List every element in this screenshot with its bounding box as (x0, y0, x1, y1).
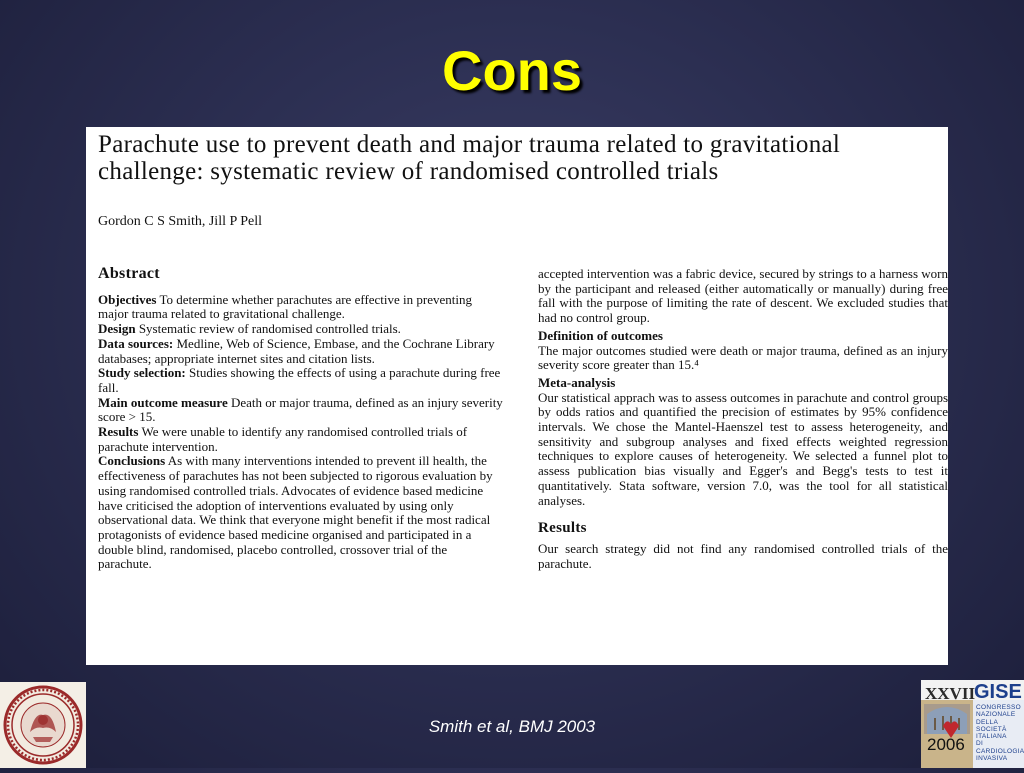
abstract-label: Data sources: (98, 335, 174, 351)
paper-excerpt (86, 127, 948, 665)
abstract-main-outcome (98, 396, 503, 425)
paper-title: Parachute use to prevent death and major trauma related to gravitational challenge: systematic review of randomised controlled trials (98, 131, 841, 185)
abstract-heading: Abstract (98, 265, 160, 282)
abstract-text: Studies showing the effects of using a parachute during free fall. (98, 365, 501, 395)
abstract-text: We were unable to identify any randomised controlled trials of parachute intervention. (98, 424, 468, 454)
gise-congress-logo (921, 680, 1024, 768)
abstract-text: Systematic review of randomised controlled trials. (135, 321, 401, 337)
congress-year: 2006 (927, 735, 965, 754)
abstract-label: Objectives (98, 291, 157, 307)
abstract-results (98, 425, 503, 454)
meta-analysis-heading: Meta-analysis (538, 374, 616, 390)
abstract-design (98, 322, 503, 337)
abstract-label: Results (98, 424, 139, 440)
abstract-data-sources (98, 337, 503, 366)
paper-authors: Gordon C S Smith, Jill P Pell (98, 214, 263, 229)
body-column (538, 267, 948, 571)
abstract-label: Study selection: (98, 365, 186, 381)
methods-intro: accepted intervention was a fabric device, secured by strings to a harness worn by the participant and released (either automatically or manually) during free fall with the purpose of limiting the rate of descent. We excluded studies that had no control group. (538, 266, 948, 326)
gise-subtitle: CONGRESSO NAZIONALE DELLA SOCIETÀ ITALIANA DI CARDIOLOGIA INVASIVA (976, 704, 1024, 763)
abstract-objectives (98, 293, 503, 322)
abstract-text: Death or major trauma, defined as an injury severity score > 15. (98, 394, 503, 425)
abstract-text: To determine whether parachutes are effective in preventing major trauma related to gravitational challenge. (98, 291, 473, 322)
university-seal-icon (0, 682, 86, 768)
abstract-label: Main outcome measure (98, 394, 228, 410)
definition-text: The major outcomes studied were death or major trauma, defined as an injury severity score greater than 15.⁴ (538, 342, 948, 373)
meta-analysis-text: Our statistical apprach was to assess outcomes in parachute and control groups by odds ratios and quantified the precision of estimates by 95% confidence intervals. We chose the Mantel-Haenszel test to assess heterogeneity, and sensitivity and subgroup analyses and fixed effects weighted regression techniques to explore causes of heterogeneity. We selected a funnel plot to assess publication bias visually and Egger's and Begg's tests to test it quantitatively. Stata software, version 7.0, was the tool for all statistical analyses. (538, 389, 948, 508)
abstract-text: Medline, Web of Science, Embase, and the Cochrane Library databases; appropriate internet sites and citation lists. (98, 335, 495, 366)
abstract-study-selection (98, 366, 503, 395)
definition-heading: Definition of outcomes (538, 327, 663, 343)
congress-edition: XXVII (925, 684, 976, 703)
abstract-text: As with many interventions intended to prevent ill health, the effectiveness of parachutes has not been subjected to rigorous evaluation by using randomised controlled trials. Advocates of evidence based medicine have criticised the adoption of interventions evaluated by using only observational data. We think that everyone might benefit if the most radical protagonists of evidence based medicine organised and participated in a double blind, randomised, placebo controlled, crossover trial of the parachute. (98, 453, 493, 572)
abstract-conclusions (98, 454, 503, 572)
results-text: Our search strategy did not find any randomised controlled trials of the parachute. (538, 540, 948, 571)
abstract-label: Conclusions (98, 453, 166, 469)
abstract-column (98, 267, 503, 572)
slide-title: Cons (442, 39, 582, 102)
results-heading: Results (538, 520, 587, 537)
abstract-label: Design (98, 321, 136, 337)
citation-caption: Smith et al, BMJ 2003 (428, 717, 596, 736)
gise-wordmark: GISE (974, 681, 1022, 703)
